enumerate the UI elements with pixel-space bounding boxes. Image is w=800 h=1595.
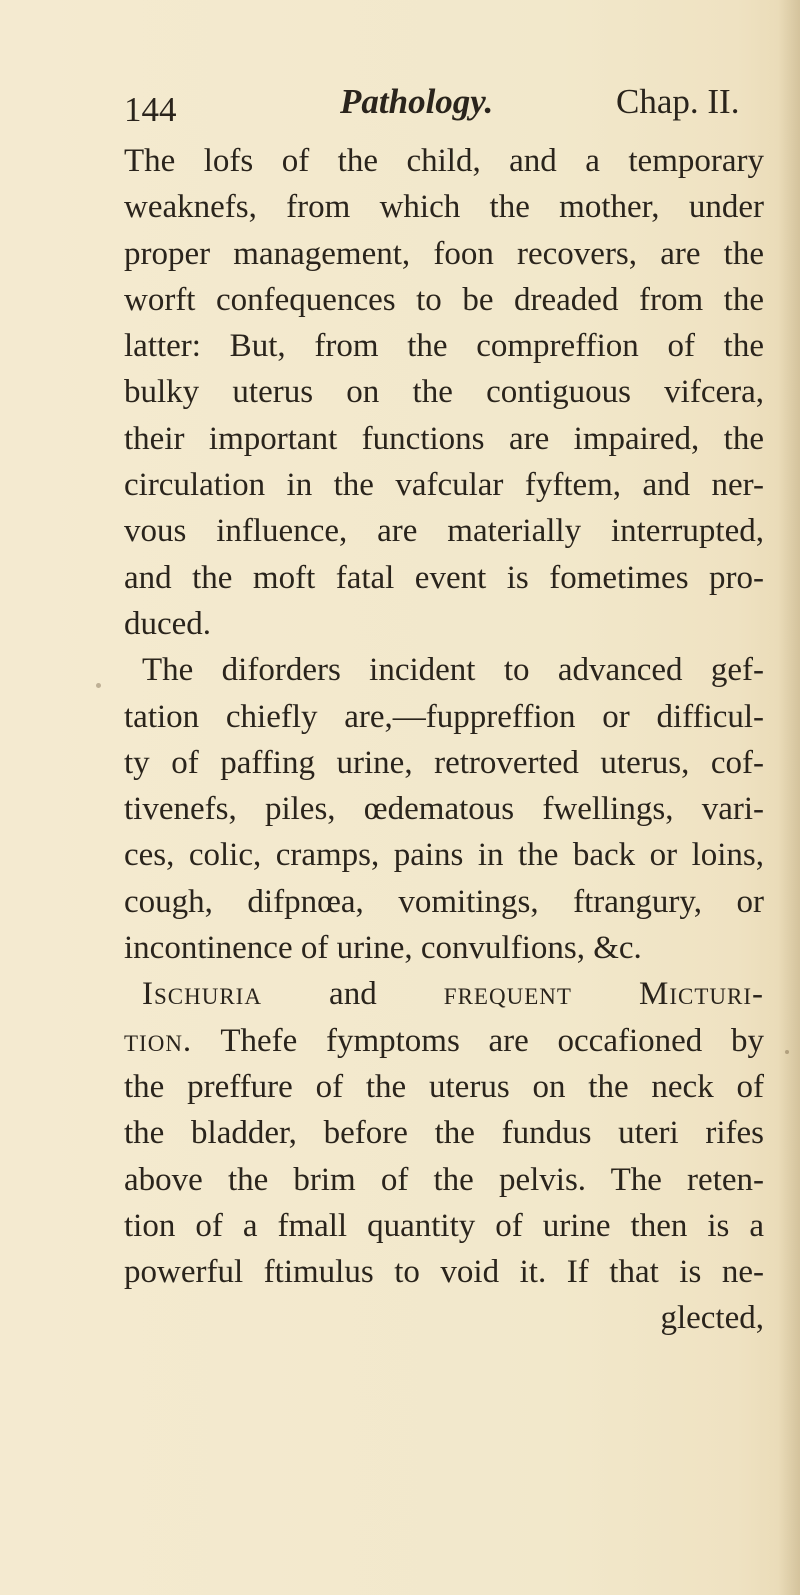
text-line: latter: But, from the compreffion of the bbox=[124, 328, 764, 365]
page-edge-shadow bbox=[778, 0, 800, 1595]
running-title: Pathology. bbox=[340, 82, 494, 121]
ink-speck bbox=[96, 683, 101, 688]
text-line: bulky uterus on the contiguous vifcera, bbox=[124, 374, 764, 411]
page-number: 144 bbox=[124, 90, 177, 129]
text-line: weaknefs, from which the mother, under bbox=[124, 189, 764, 226]
text-line: worft confequences to be dreaded from the bbox=[124, 281, 764, 318]
text-line: their important functions are impaired, the bbox=[124, 420, 764, 457]
section-heading-word: Micturi- bbox=[639, 976, 765, 1013]
page-header bbox=[0, 82, 800, 132]
text-line: the preffure of the uterus on the neck of bbox=[124, 1068, 764, 1105]
section-heading-line bbox=[124, 971, 764, 1017]
text-line: circulation in the vafcular fyftem, and ner- bbox=[124, 467, 764, 504]
text-line: tion of a fmall quantity of urine then is a bbox=[124, 1207, 764, 1244]
section-heading-conjunction: and bbox=[329, 976, 377, 1013]
body-text bbox=[124, 138, 764, 1342]
text-line bbox=[124, 1018, 764, 1064]
section-heading-word: frequent bbox=[443, 976, 572, 1013]
section-heading-word: Ischuria bbox=[142, 976, 262, 1013]
text-line: ces, colic, cramps, pains in the back or loins, bbox=[124, 837, 764, 874]
text-line: The diforders incident to advanced gef- bbox=[142, 652, 764, 689]
text-line: The lofs of the child, and a temporary bbox=[124, 143, 764, 179]
text-line: above the brim of the pelvis. The reten- bbox=[124, 1161, 764, 1198]
text-line: powerful ftimulus to void it. If that is ne- bbox=[124, 1254, 764, 1291]
text-line: incontinence of urine, convulfions, &c. bbox=[124, 930, 642, 967]
text-line: tivenefs, piles, œdematous fwellings, vari- bbox=[124, 791, 764, 828]
text-line: cough, difpnœa, vomitings, ftrangury, or bbox=[124, 883, 764, 920]
chapter-label: Chap. II. bbox=[616, 82, 740, 121]
text-line: ty of paffing urine, retroverted uterus, cof- bbox=[124, 744, 764, 781]
text-line: tation chiefly are,—fuppreffion or difficul- bbox=[124, 698, 764, 735]
section-heading-word: tion. bbox=[124, 1022, 193, 1059]
ink-speck bbox=[785, 1050, 789, 1054]
text-line: duced. bbox=[124, 605, 212, 642]
text-line: proper management, foon recovers, are the bbox=[124, 235, 764, 272]
text-line: vous influence, are materially interrupted, bbox=[124, 513, 764, 550]
text-line: and the moft fatal event is fometimes pro- bbox=[124, 559, 764, 596]
text-fragment: Thefe fymptoms are occafioned by bbox=[220, 1022, 764, 1059]
text-line: the bladder, before the fundus uteri rifes bbox=[124, 1115, 764, 1152]
catchword: glected, bbox=[660, 1300, 764, 1337]
